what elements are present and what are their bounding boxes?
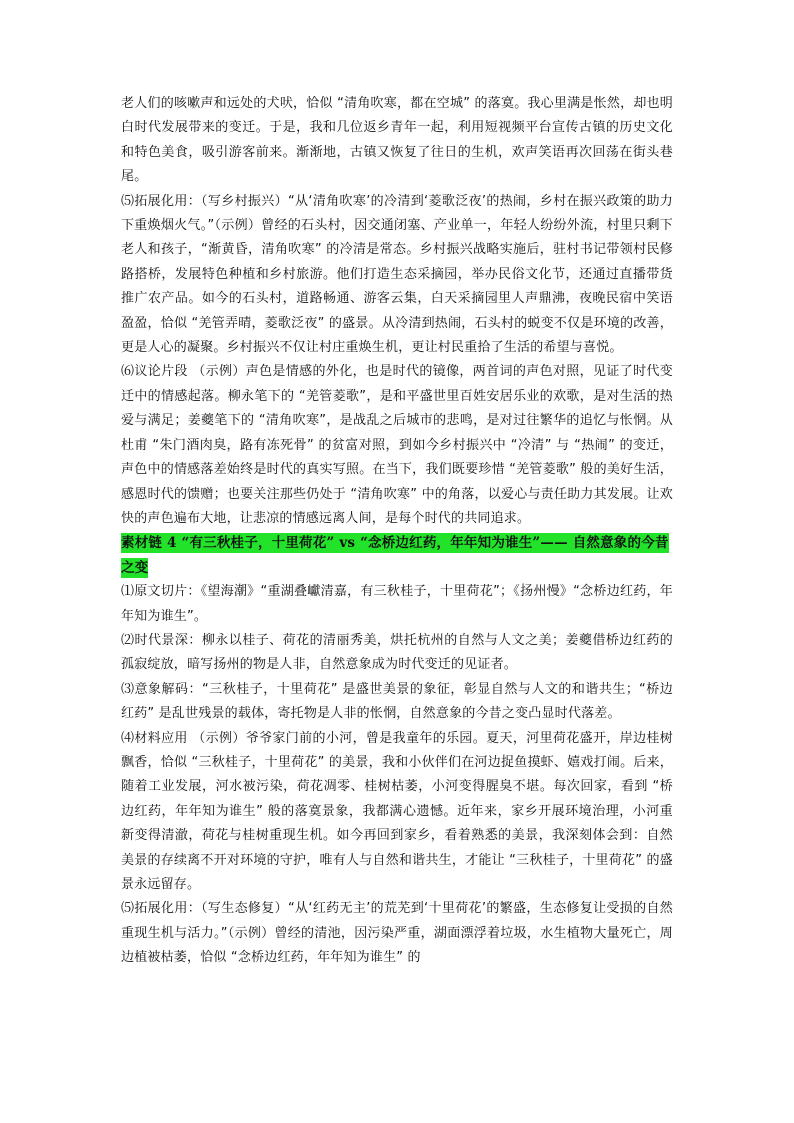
document-page xyxy=(121,92,673,971)
argument-paragraph: ⑹议论片段 （示例）声色是情感的外化，也是时代的镜像，两首词的声色对照，见证了时代变迁中的情感起落。柳永笔下的 “羌管菱歌”，是和平盛世里百姓安居乐业的欢歌，是对生活的热爱与满足；姜夔笔下的 “清角吹寒”，是战乱之后城市的悲鸣，是对过往繁华的追忆与怅惘。从杜甫 “朱门酒肉臭，路有冻死骨” 的贫富对照，到如今乡村振兴中 “冷清” 与 “热闹” 的变迁，声色中的情感落差始终是时代的真实写照。在当下，我们既要珍惜 “羌管菱歌” 般的美好生活，感恩时代的馈赠；也要关注那些仍处于 “清角吹寒” 中的角落，以爱心与责任助力其发展。让欢快的声色遍布大地，让悲凉的情感远离人间，是每个时代的共同追求。 xyxy=(121,364,673,526)
extension-paragraph-rural-revitalization: ⑸拓展化用：（写乡村振兴）“从‘清角吹寒’的冷清到‘菱歌泛夜’的热闹，乡村在振兴政策的助力下重焕烟火气。”（示例）曾经的石头村，因交通闭塞、产业单一，年轻人纷纷外流，村里只剩下老人和孩子，“渐黄昏，清角吹寒” 的冷清是常态。乡村振兴战略实施后，驻村书记带领村民修路搭桥，发展特色种植和乡村旅游。他们打造生态采摘园，举办民俗文化节，还通过直播带货推广农产品。如今的石头村，道路畅通、游客云集，白天采摘园里人声鼎沸，夜晚民宿中笑语盈盈，恰似 “羌管弄晴，菱歌泛夜” 的盛景。从冷清到热闹，石头村的蜕变不仅是环境的改善，更是人心的凝聚。乡村振兴不仅让村庄重焕生机，更让村民重拾了生活的希望与喜悦。 xyxy=(121,193,673,356)
section-heading xyxy=(121,531,673,580)
list-item-extension-ecology: ⑸拓展化用：（写生态修复）“从‘红药无主’的荒芜到‘十里荷花’的繁盛，生态修复让受损的自然重现生机与活力。”（示例）曾经的清池，因污染严重，湖面漂浮着垃圾，水生植物大量死亡，周边植被枯萎，恰似 “念桥边红药，年年知为谁生” 的 xyxy=(121,901,673,966)
section-heading-text: 素材链 4 “有三秋桂子，十里荷花” vs “念桥边红药，年年知为谁生”—— 自然意象的今昔之变 xyxy=(121,535,669,576)
list-item-material-application: ⑷材料应用 （示例）爷爷家门前的小河，曾是我童年的乐园。夏天，河里荷花盛开，岸边桂树飘香，恰似 “三秋桂子，十里荷花” 的美景，我和小伙伴们在河边捉鱼摸虾、嬉戏打闹。后来，随着工业发展，河水被污染，荷花凋零、桂树枯萎，小河变得腥臭不堪。每次回家，看到 “桥边红药，年年知为谁生” 般的落寞景象，我都满心遗憾。近年来，家乡开展环境治理，小河重新变得清澈，荷花与桂树重现生机。如今再回到家乡，看着熟悉的美景，我深刻体会到：自然美景的存续离不开对环境的守护，唯有人与自然和谐共生，才能让 “三秋桂子，十里荷花” 的盛景永远留存。 xyxy=(121,730,673,892)
list-item-imagery-decoding: ⑶意象解码：“三秋桂子，十里荷花” 是盛世美景的象征，彰显自然与人文的和谐共生；“桥边红药” 是乱世残景的载体，寄托物是人非的怅惘，自然意象的今昔之变凸显时代落差。 xyxy=(121,681,673,722)
list-item-era-depth: ⑵时代景深：柳永以桂子、荷花的清丽秀美，烘托杭州的自然与人文之美；姜夔借桥边红药的孤寂绽放，暗写扬州的物是人非，自然意象成为时代变迁的见证者。 xyxy=(121,632,673,673)
list-item-original-excerpt: ⑴原文切片：《望海潮》“重湖叠巘清嘉，有三秋桂子，十里荷花”；《扬州慢》“念桥边红药，年年知为谁生”。 xyxy=(121,584,673,624)
story-paragraph-continued: 老人们的咳嗽声和远处的犬吠，恰似 “清角吹寒，都在空城” 的落寞。我心里满是怅然，却也明白时代发展带来的变迁。于是，我和几位返乡青年一起，利用短视频平台宣传古镇的历史文化和特色美食，吸引游客前来。渐渐地，古镇又恢复了往日的生机，欢声笑语再次回荡在街头巷尾。 xyxy=(121,96,673,185)
